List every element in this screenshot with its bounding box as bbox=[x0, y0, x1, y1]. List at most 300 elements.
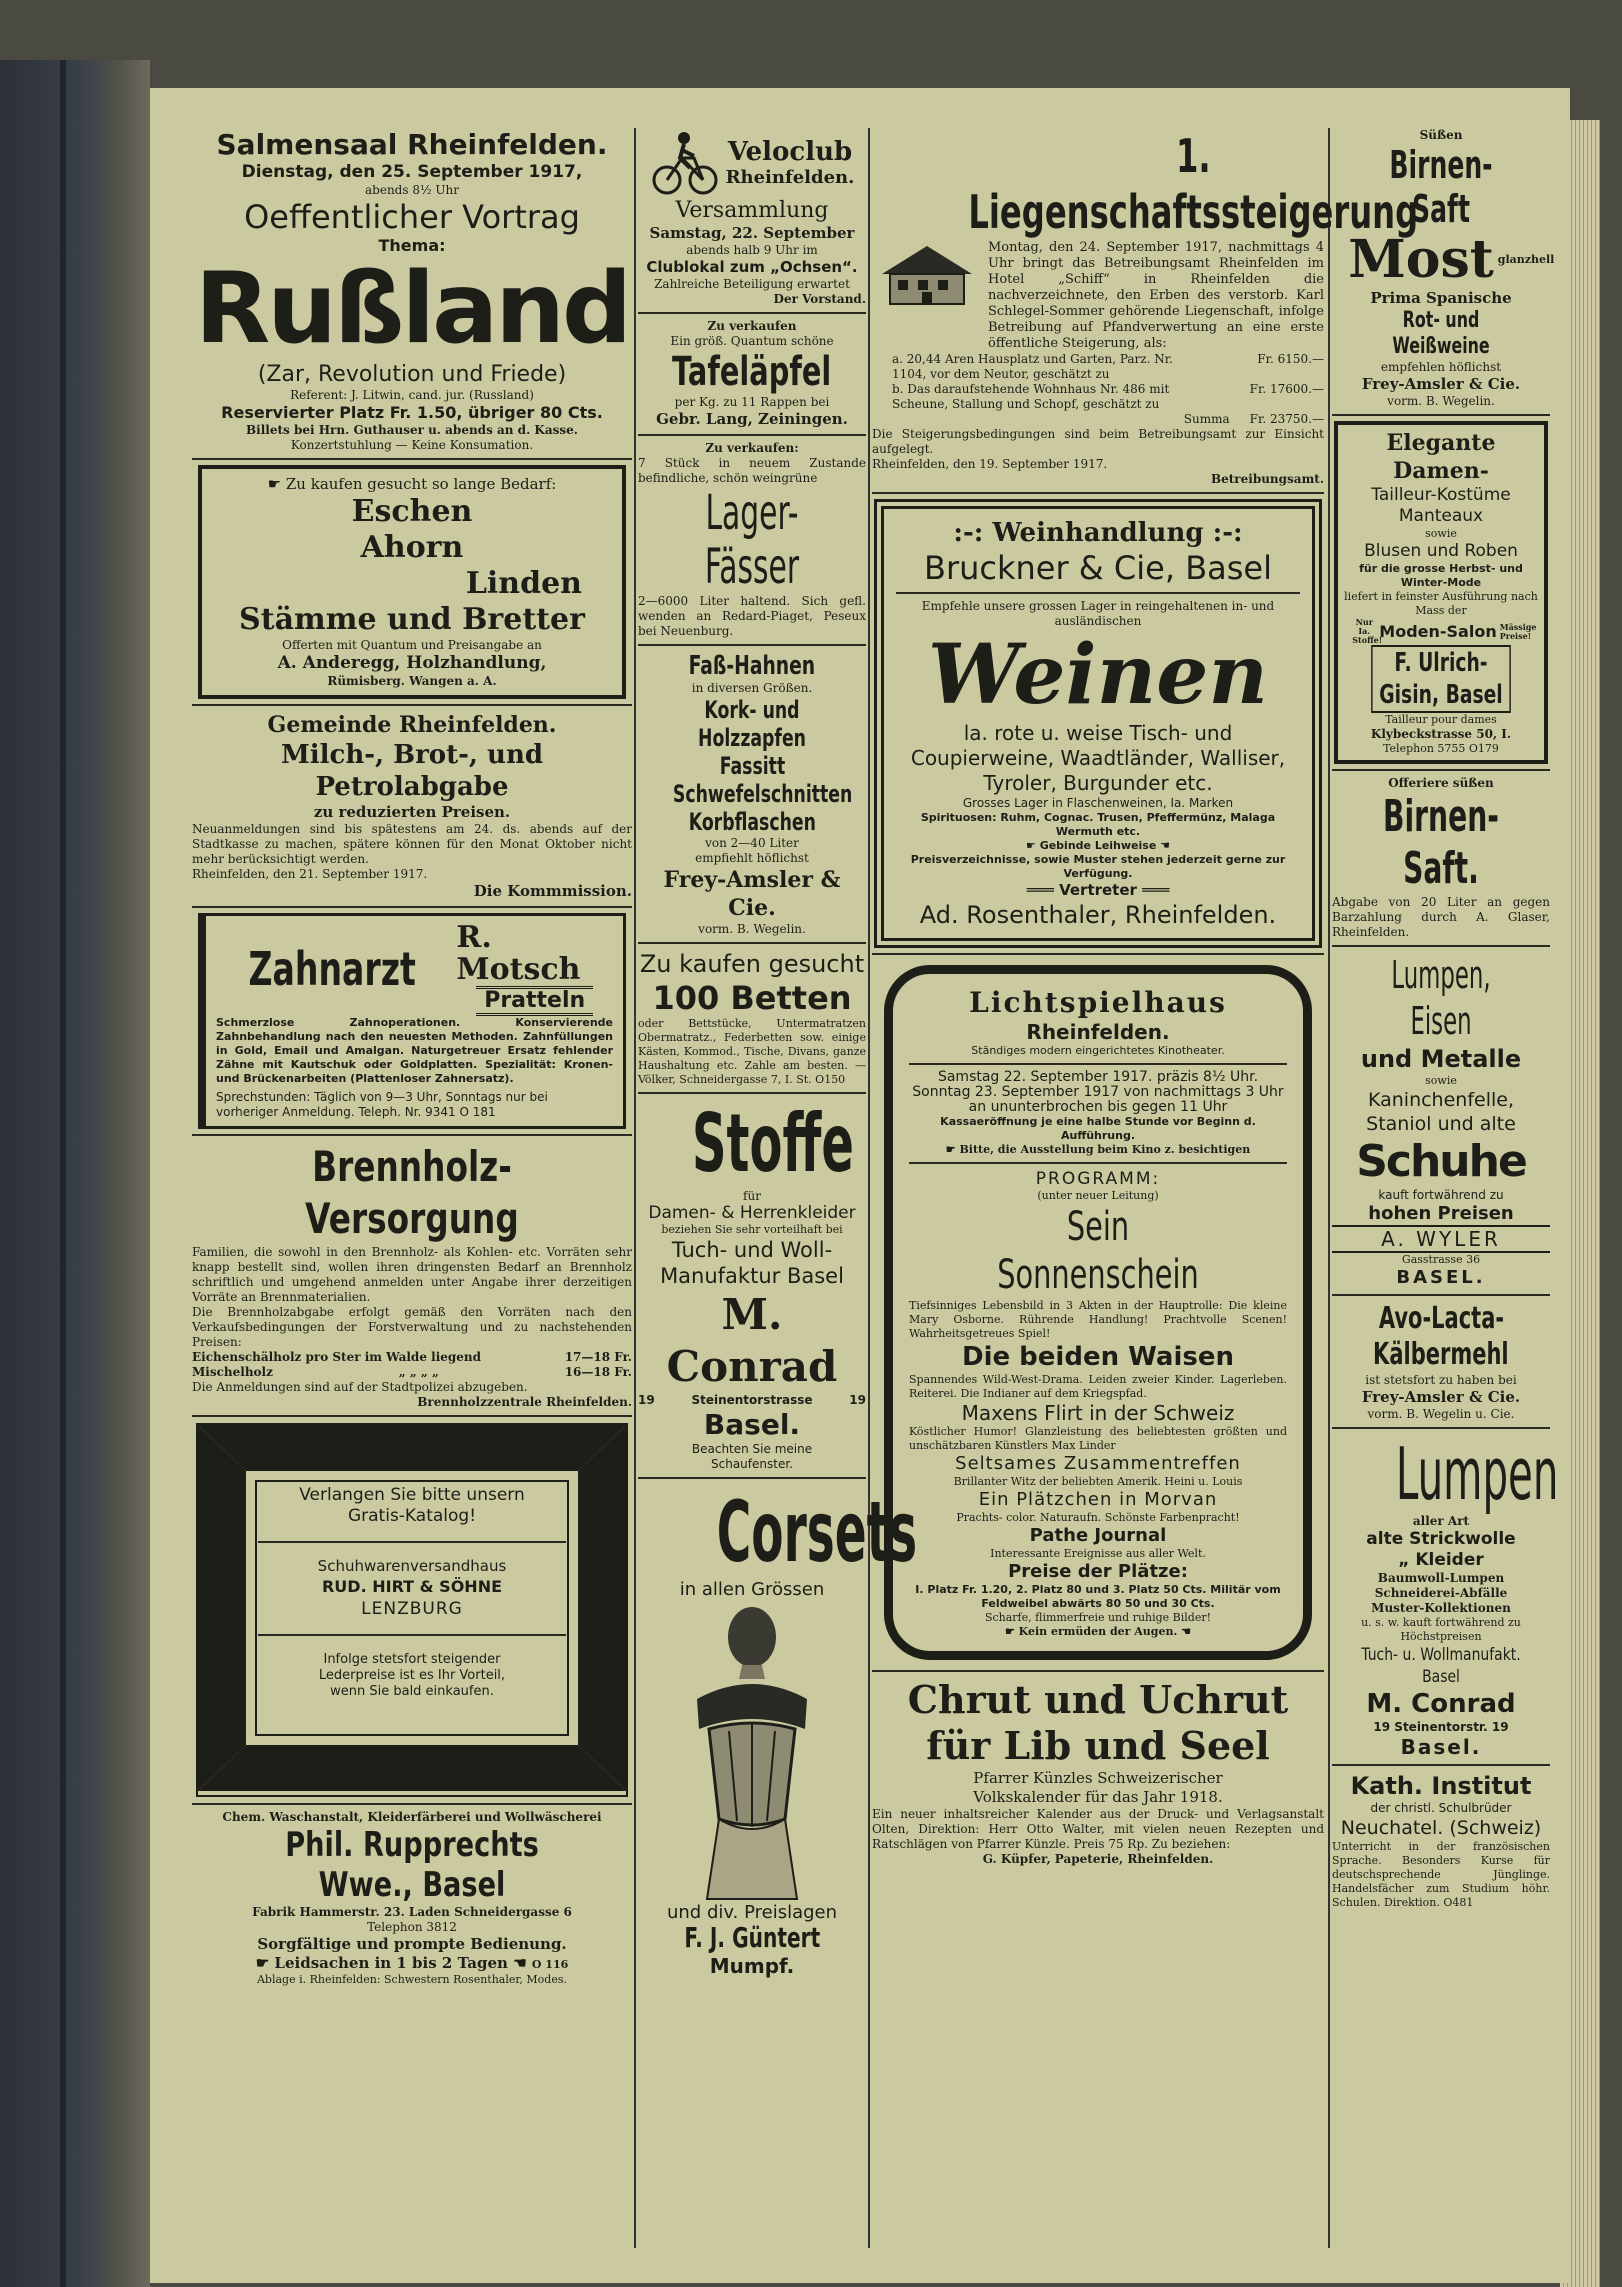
wascherei-addr: Fabrik Hammerstr. 23. Laden Schneidergasse 6 bbox=[252, 1905, 572, 1919]
stoffe-note2: Schaufenster. bbox=[711, 1457, 793, 1471]
kino-sub: Ständiges modern eingerichtetes Kinotheater. bbox=[971, 1044, 1225, 1057]
gemeinde-date: Rheinfelden, den 21. September 1917. bbox=[192, 867, 428, 881]
wascherei-line3-row bbox=[192, 1954, 632, 1973]
birnen-most: Most bbox=[1348, 229, 1494, 290]
lumpen-sowie: sowie bbox=[1425, 1074, 1457, 1087]
velo-date: Samstag, 22. September bbox=[649, 224, 855, 242]
ad-weinhandlung bbox=[874, 499, 1322, 948]
wein-firm: Bruckner & Cie, Basel bbox=[923, 549, 1272, 587]
lumpen2-t2: alte Strickwolle bbox=[1366, 1529, 1516, 1549]
zahnarzt-place: Pratteln bbox=[476, 986, 593, 1016]
lumpen-t5: kauft fortwährend zu bbox=[1378, 1188, 1504, 1202]
brennholz-note: Die Anmeldungen sind auf der Stadtpolizei abzugeben. bbox=[192, 1380, 528, 1394]
kino-f1d: Tiefsinniges Lebensbild in 3 Akten in der Hauptrolle: Die kleine Mary Osborne. Rührende Handlung! Prachtvolle Scenen! Wahrheitsgetreues Spiel! bbox=[909, 1299, 1287, 1340]
item-desc: b. Das daraufstehende Wohnhaus Nr. 486 mit Scheune, Stallung und Schopf, geschätzt zu bbox=[892, 382, 1170, 411]
ad-fasshahnen bbox=[638, 651, 866, 937]
chrut-t2: für Lib und Seel bbox=[926, 1723, 1270, 1768]
avo-t1: Avo-Lacta- bbox=[1378, 1301, 1504, 1336]
damen-salon-row bbox=[1344, 618, 1538, 645]
divider bbox=[638, 434, 866, 436]
kino-prog: PROGRAMM: bbox=[1035, 1169, 1161, 1189]
lumpen2-name: M. Conrad bbox=[1366, 1689, 1516, 1719]
steigerung-body: Montag, den 24. September 1917, nachmittags 4 Uhr bringt das Betreibungsamt Rheinfelden im Hotel „Schiff“ in Rheinfelden die nachverzeichnete, den Erben des verstorb. Karl Schlegel-Sommer gehörende Liegenschaft, infolge Betreibung auf Pfandverwertung an eine erste öffentliche Steigerung, als: bbox=[988, 240, 1324, 351]
zahnarzt-name: R. Motsch bbox=[456, 920, 581, 987]
betten-head: Zu kaufen gesucht bbox=[639, 950, 865, 978]
wein-spirit: Spirituosen: Ruhm, Cognac. Trusen, Pfeffermünz, Malaga Wermuth etc. bbox=[920, 811, 1276, 838]
wascherei-line2: Sorgfältige und prompte Bedienung. bbox=[257, 1935, 567, 1953]
column-rule bbox=[868, 128, 870, 2248]
lumpen-name: A. WYLER bbox=[1332, 1225, 1550, 1253]
ad-lumpen-2 bbox=[1332, 1432, 1559, 1759]
aepfel-firm: Gebr. Lang, Zeiningen. bbox=[656, 410, 848, 428]
lumpen-addr: Gasstrasse 36 bbox=[1401, 1253, 1481, 1266]
fass-line1: in diversen Größen. bbox=[691, 681, 813, 695]
wein-vertreter: Vertreter bbox=[1059, 881, 1137, 899]
sum-label: Summa bbox=[1183, 412, 1230, 426]
item-value: Fr. 6150.— bbox=[1257, 352, 1324, 366]
divider bbox=[872, 953, 1324, 955]
divider bbox=[1332, 945, 1550, 947]
salmensaal-thema: Thema: bbox=[378, 236, 446, 255]
wascherei-name: Phil. Rupprechts Wwe., Basel bbox=[285, 1825, 539, 1905]
divider bbox=[192, 1803, 632, 1805]
lager-head: Zu verkaufen: bbox=[705, 441, 799, 455]
ad-birnensaft-2 bbox=[1332, 776, 1550, 940]
damen-t3: Manteaux bbox=[1398, 506, 1484, 526]
holz-item: Stämme und Bretter bbox=[239, 602, 585, 637]
wascherei-code: O 116 bbox=[531, 1958, 569, 1971]
ad-zahnarzt bbox=[198, 913, 626, 1129]
holz-item: Linden bbox=[465, 566, 582, 601]
birnen-small: Süßen bbox=[1419, 128, 1463, 142]
chrut-body: Ein neuer inhaltsreicher Kalender aus der Druck- und Verlagsanstalt Olten, Direktion: Herr Otto Walter, mit vielen neuen Rezepten und Ratschlägen von Pfarrer Künzle. Preis 75 Rp. Zu beziehen: bbox=[872, 1807, 1324, 1851]
brennholz-price-row bbox=[192, 1350, 632, 1365]
ad-wascherei bbox=[192, 1810, 632, 1987]
wein-head: :-: Weinhandlung :-: bbox=[953, 518, 1243, 548]
holz-item: Ahorn bbox=[360, 530, 464, 565]
birnen-big: Birnen-Saft bbox=[1389, 143, 1493, 231]
velo-call: Zahlreiche Beteiligung erwartet bbox=[654, 277, 850, 291]
kino-f2: Die beiden Waisen bbox=[962, 1342, 1234, 1372]
damen-t5: für die grosse Herbst- und Winter-Mode bbox=[1359, 562, 1523, 589]
salmensaal-topic: Rußland bbox=[194, 252, 630, 366]
divider bbox=[909, 1063, 1287, 1065]
corsets-big: Corsets bbox=[716, 1483, 918, 1581]
addr-number: 19 bbox=[638, 1393, 655, 1407]
kino-f3d: Köstlicher Humor! Glanzleistung des beliebtesten größten und unschätzbaren Künstlers Max Linder bbox=[909, 1425, 1287, 1452]
zahnarzt-namebox bbox=[456, 922, 613, 1016]
katalog-bot3: wenn Sie bald einkaufen. bbox=[330, 1684, 494, 1699]
kino-preised: I. Platz Fr. 1.20, 2. Platz 80 und 3. Platz 50 Cts. Militär vom Feldweibel abwärts 80 50 und 30 Cts. bbox=[915, 1583, 1281, 1610]
kino-f3: Maxens Flirt in der Schweiz bbox=[961, 1401, 1235, 1425]
pointing-hand-left-icon: ☚ bbox=[513, 1954, 527, 1972]
brennholz-price-row bbox=[192, 1365, 632, 1380]
wein-desc: la. rote u. weise Tisch- und Coupierweine, Waadtländer, Walliser, Tyroler, Burgunder etc. bbox=[910, 721, 1286, 795]
divider bbox=[192, 906, 632, 908]
brennholz-body2: Die Brennholzabgabe erfolgt gemäß den Vorräten nach den Verkaufsbedingungen der Forstverwaltung und zu nachstehenden Preisen: bbox=[192, 1305, 632, 1349]
salmensaal-prices: Reservierter Platz Fr. 1.50, übriger 80 Cts. bbox=[221, 403, 603, 422]
corset-figure-icon bbox=[677, 1599, 827, 1899]
zahnarzt-title: Zahnarzt bbox=[248, 942, 416, 996]
birnen-firm: Frey-Amsler & Cie. bbox=[1361, 375, 1521, 393]
chrut-t1: Chrut und Uchrut bbox=[907, 1677, 1289, 1722]
kath-body: Unterricht in der französischen Sprache. Besonders Kurse für deutschsprechende Jünglinge. Handelsfächer zum Studium höhr. Schulen. Direktion. O481 bbox=[1332, 1840, 1550, 1909]
kino-f5: Ein Plätzchen in Morvan bbox=[978, 1489, 1218, 1510]
divider bbox=[192, 1134, 632, 1136]
holz-firm: A. Anderegg, Holzhandlung, bbox=[277, 653, 547, 673]
pointing-hand-icon: ☛ bbox=[267, 475, 282, 493]
katalog-top1: Verlangen Sie bitte unsern bbox=[299, 1485, 525, 1505]
stoffe-fuer: für bbox=[743, 1189, 761, 1203]
avo-t2: Kälbermehl bbox=[1373, 1337, 1509, 1372]
stoffe-note1: Beachten Sie meine bbox=[691, 1442, 813, 1456]
ditto-marks: „ „ „ „ bbox=[398, 1365, 439, 1379]
betten-body: oder Bettstücke, Untermatratzen Obermatratz., Federbetten sow. einige Kästen, Kommod., Tische, Divans, ganze Haushaltung etc. Zahle am besten. — Völker, Schneidergasse 7, I. St. O150 bbox=[638, 1017, 866, 1086]
kino-f4: Seltsames Zusammentreffen bbox=[955, 1453, 1241, 1474]
divider bbox=[638, 942, 866, 944]
steigerung-title: 1. Liegenschaftssteigerung bbox=[968, 129, 1419, 239]
steigerung-cond: Die Steigerungsbedingungen sind beim Betreibungsamt zur Einsicht aufgelegt. bbox=[872, 427, 1324, 456]
divider bbox=[192, 704, 632, 706]
holz-intro-text: Zu kaufen gesucht so lange Bedarf: bbox=[285, 475, 557, 493]
avo-firm: Frey-Amsler & Cie. bbox=[1361, 1388, 1521, 1406]
addr-number: 19 bbox=[849, 1393, 866, 1407]
lumpen2-big: Lumpen bbox=[1395, 1432, 1559, 1516]
lumpen2-firm: Tuch- u. Wollmanufakt. Basel bbox=[1361, 1645, 1521, 1687]
ad-damen bbox=[1334, 421, 1548, 764]
birnen-vorm: vorm. B. Wegelin. bbox=[1387, 394, 1495, 408]
kino-end2-row bbox=[909, 1625, 1287, 1639]
lumpen-t1: Lumpen, Eisen bbox=[1391, 953, 1491, 1043]
salmensaal-event: Oeffentlicher Vortrag bbox=[244, 198, 580, 236]
divider bbox=[1332, 414, 1550, 416]
item-desc: a. 20,44 Aren Hausplatz und Garten, Parz. Nr. 1104, vor dem Neutor, geschätzt zu bbox=[892, 352, 1173, 381]
kino-preise: Preise der Plätze: bbox=[1008, 1561, 1188, 1582]
ad-katalog bbox=[196, 1423, 628, 1797]
corsets-line2: und div. Preislagen bbox=[666, 1902, 838, 1923]
holz-item: Eschen bbox=[351, 494, 473, 529]
fass-big5: Korbflaschen bbox=[688, 808, 816, 836]
damen-name: F. Ulrich-Gisin, Basel bbox=[1371, 645, 1511, 713]
betten-big: 100 Betten bbox=[652, 979, 852, 1017]
fass-line3: empfiehlt höflichst bbox=[695, 851, 809, 865]
divider bbox=[638, 312, 866, 314]
lumpen2-t5: Schneiderei-Abfälle bbox=[1374, 1586, 1508, 1600]
stoffe-firm1: Tuch- und Woll- bbox=[671, 1238, 833, 1262]
spine-edge bbox=[60, 60, 66, 2287]
damen-tel: Telephon 5755 O179 bbox=[1383, 742, 1499, 755]
birnen-glanz: glanzhell bbox=[1497, 253, 1555, 266]
avo-vorm: vorm. B. Wegelin u. Cie. bbox=[1367, 1407, 1515, 1421]
lumpen2-t4: Baumwoll-Lumpen bbox=[1377, 1571, 1505, 1585]
damen-salon: Moden-Salon bbox=[1379, 622, 1497, 641]
corsets-firm: F. J. Güntert bbox=[684, 1921, 820, 1954]
kino-place: Rheinfelden. bbox=[1026, 1020, 1170, 1044]
salmensaal-referent: Referent: J. Litwin, cand. jur. (Russland) bbox=[290, 388, 534, 402]
corsets-place: Mumpf. bbox=[709, 1954, 795, 1978]
damen-t4: Blusen und Roben bbox=[1364, 541, 1518, 561]
birnen2-head: Offeriere süßen bbox=[1388, 776, 1494, 790]
ad-aepfel bbox=[638, 319, 866, 429]
lumpen-t2: und Metalle bbox=[1360, 1045, 1522, 1073]
aepfel-head: Zu verkaufen bbox=[707, 319, 797, 333]
lumpen2-t3: „ Kleider bbox=[1398, 1550, 1484, 1570]
wein-gebinde-row bbox=[896, 839, 1300, 853]
divider bbox=[1332, 1764, 1550, 1766]
lumpen-big: Schuhe bbox=[1356, 1136, 1526, 1187]
holz-offer: Offerten mit Quantum und Preisangabe an bbox=[282, 638, 542, 652]
velo-event: Versammlung bbox=[675, 198, 829, 223]
holz-intro bbox=[212, 475, 612, 494]
salmensaal-billets: Billets bei Hrn. Guthauser u. abends an d. Kasse. bbox=[246, 423, 578, 437]
velo-title1: Veloclub bbox=[727, 137, 853, 167]
steigerung-sig: Betreibungsamt. bbox=[1210, 472, 1324, 486]
addr-street: Steinentorstrasse bbox=[691, 1393, 813, 1407]
kino-f6: Pathe Journal bbox=[1029, 1525, 1167, 1546]
stoffe-big: Stoffe bbox=[691, 1097, 854, 1190]
stoffe-line: Damen- & Herrenkleider bbox=[648, 1203, 856, 1223]
kino-f1: Sein Sonnenschein bbox=[997, 1204, 1199, 1298]
katalog-top2: Gratis-Katalog! bbox=[347, 1506, 477, 1526]
stoffe-addr-row bbox=[638, 1393, 866, 1408]
steigerung-item-b bbox=[872, 382, 1324, 412]
wein-preis: Preisverzeichnisse, sowie Muster stehen jederzeit gerne zur Verfügung. bbox=[910, 853, 1286, 880]
kino-d3: Kassaeröffnung je eine halbe Stunde vor Beginn d. Aufführung. bbox=[940, 1115, 1256, 1142]
katalog-firm2: RUD. HIRT & SÖHNE bbox=[321, 1577, 503, 1596]
lumpen-city: BASEL. bbox=[1396, 1267, 1486, 1288]
wein-big: Weinen bbox=[927, 627, 1269, 723]
divider bbox=[872, 1670, 1324, 1672]
damen-nur: Nur Ia. Stoffe! bbox=[1352, 617, 1383, 645]
wein-line: Empfehle unsere grossen Lager in reingehaltenen in- und ausländischen bbox=[921, 599, 1275, 628]
birnen-rot: Rot- und Weißweine bbox=[1392, 308, 1490, 359]
gemeinde-title: Gemeinde Rheinfelden. bbox=[267, 712, 557, 738]
ad-holz bbox=[198, 465, 626, 699]
price-value: 17—18 Fr. bbox=[564, 1350, 632, 1364]
corsets-line: in allen Grössen bbox=[679, 1579, 825, 1600]
fass-line2: von 2—40 Liter bbox=[705, 836, 799, 850]
divider bbox=[192, 458, 632, 460]
kino-d2: Sonntag 23. September 1917 von nachmittags 3 Uhr an ununterbrochen bis gegen 11 Uhr bbox=[912, 1084, 1284, 1115]
damen-t6: liefert in feinster Ausführung nach Mass der bbox=[1344, 590, 1538, 617]
gemeinde-headline: Milch-, Brot-, und Petrolabgabe bbox=[280, 740, 544, 802]
avo-t3: ist stetsfort zu haben bei bbox=[1365, 1373, 1517, 1387]
wein-name: Ad. Rosenthaler, Rheinfelden. bbox=[919, 901, 1277, 929]
lager-line: 7 Stück in neuem Zustande befindliche, schön weingrüne bbox=[638, 456, 866, 485]
wascherei-line3: Leidsachen in 1 bis 2 Tagen bbox=[274, 1954, 508, 1972]
lager-big: Lager-Fässer bbox=[704, 485, 800, 595]
ad-veloclub bbox=[638, 128, 866, 307]
fass-firm: Frey-Amsler & Cie. bbox=[663, 867, 841, 921]
salmensaal-title: Salmensaal Rheinfelden. bbox=[216, 128, 608, 161]
column-2 bbox=[638, 128, 918, 2248]
kino-end2: Kein ermüden der Augen. bbox=[1018, 1625, 1178, 1638]
pointing-hand-icon: ☛ bbox=[1025, 839, 1036, 852]
bicycle-rider-icon bbox=[650, 128, 720, 198]
ad-brennholz bbox=[192, 1141, 632, 1410]
ad-lichtspielhaus bbox=[884, 965, 1312, 1660]
fass-big4: Schwefelschnitten bbox=[672, 780, 853, 808]
wascherei-line4: Ablage i. Rheinfelden: Schwestern Rosenthaler, Modes. bbox=[256, 1973, 567, 1986]
divider bbox=[258, 1541, 566, 1543]
damen-tail: Tailleur pour dames bbox=[1385, 713, 1497, 726]
column-1 bbox=[192, 128, 632, 2248]
salmensaal-sub: (Zar, Revolution und Friede) bbox=[257, 362, 567, 387]
ad-avolacta bbox=[1332, 1301, 1550, 1422]
ad-kath-institut bbox=[1332, 1771, 1550, 1910]
lager-size: 2—6000 Liter haltend. Sich gefl. wenden an Redard-Piaget, Peseux bei Neuenburg. bbox=[638, 594, 866, 638]
divider bbox=[192, 1415, 632, 1417]
kino-progsub: (unter neuer Leitung) bbox=[1037, 1189, 1159, 1202]
katalog-firm1: Schuhwarenversandhaus bbox=[317, 1557, 507, 1575]
salmensaal-time: abends 8½ Uhr bbox=[365, 183, 459, 197]
velo-time: abends halb 9 Uhr im bbox=[686, 243, 818, 257]
divider bbox=[638, 1092, 866, 1094]
fass-vorm: vorm. B. Wegelin. bbox=[698, 922, 806, 936]
ad-corsets bbox=[638, 1483, 918, 1978]
damen-t1: Elegante Damen- bbox=[1386, 430, 1496, 484]
stoffe-small: beziehen Sie sehr vorteilhaft bei bbox=[661, 1223, 843, 1236]
zahnarzt-body: Schmerzlose Zahnoperationen. Konservierende Zahnbehandlung nach den neuesten Methoden. Zahnfüllungen in Gold, Email und Amalgan. Naturgetreuer Ersatz fehlender Zähne mit Kautschuk oder Goldplatten. Spezialität: Kronen- und Brückenarbeiten (Plattenloser Zahnersatz). bbox=[216, 1016, 613, 1085]
damen-massig: Mässige Preise! bbox=[1499, 621, 1537, 641]
kino-title: Lichtspielhaus bbox=[969, 986, 1227, 1019]
ad-salmensaal bbox=[192, 128, 632, 453]
zahnarzt-header bbox=[216, 922, 613, 1016]
steigerung-sum-row bbox=[872, 412, 1324, 427]
pointing-hand-icon: ☛ bbox=[1004, 1625, 1015, 1638]
kino-f5d: Prachts- color. Naturaufn. Schönste Farbenpracht! bbox=[956, 1511, 1240, 1524]
kino-d4: Bitte, die Ausstellung beim Kino z. besichtigen bbox=[959, 1143, 1251, 1156]
damen-addr: Klybeckstrasse 50, I. bbox=[1370, 727, 1512, 741]
wein-gebinde: Gebinde Leihweise bbox=[1039, 839, 1157, 852]
lumpen-t6: hohen Preisen bbox=[1368, 1203, 1514, 1224]
kath-t2: der christl. Schulbrüder bbox=[1370, 1801, 1512, 1815]
fass-big2: Kork- und Holzzapfen bbox=[698, 696, 806, 752]
stoffe-name: M. Conrad bbox=[666, 1290, 838, 1391]
salmensaal-konzert: Konzertstuhlung — Keine Konsumation. bbox=[290, 438, 534, 452]
brennholz-body: Familien, die sowohl in den Brennholz- als Kohlen- etc. Vorräten sehr knapp bestellt sind, wollen ihren dringensten Bedarf an Brennholz schriftlich und umgehend anmelden unter Angabe ihrer derzeitigen Vorräte an Brennmaterialien. bbox=[192, 1245, 632, 1304]
wein-vertreter-row: ═══ Vertreter ═══ bbox=[1026, 881, 1170, 899]
gemeinde-sig: Die Kommmission. bbox=[473, 882, 632, 900]
book-spine bbox=[0, 60, 150, 2287]
divider bbox=[638, 644, 866, 646]
birnen2-big: Birnen-Saft. bbox=[1383, 791, 1499, 894]
ad-chrut bbox=[872, 1677, 1324, 1867]
lumpen-t3: Kaninchenfelle, bbox=[1367, 1089, 1515, 1111]
birnen-empf: empfehlen höflichst bbox=[1380, 360, 1502, 374]
birnen-prima: Prima Spanische bbox=[1370, 289, 1512, 307]
aepfel-line: Ein größ. Quantum schöne bbox=[670, 334, 834, 348]
kath-t1: Kath. Institut bbox=[1350, 1772, 1532, 1800]
newspaper-page bbox=[150, 88, 1570, 2283]
fass-big3: Fassitt bbox=[719, 752, 785, 780]
ad-birnensaft bbox=[1332, 128, 1555, 409]
price-label: Mischelholz bbox=[192, 1365, 273, 1379]
brennholz-title: Brennholz-Versorgung bbox=[305, 1142, 519, 1243]
wascherei-tel: Telephon 3812 bbox=[367, 1920, 457, 1934]
sum-value: Fr. 23750.— bbox=[1249, 412, 1324, 426]
kath-t3: Neuchatel. (Schweiz) bbox=[1340, 1817, 1542, 1839]
kino-f6d: Interessante Ereignisse aus aller Welt. bbox=[990, 1547, 1206, 1560]
damen-sowie: sowie bbox=[1425, 527, 1457, 540]
steigerung-date: Rheinfelden, den 19. September 1917. bbox=[872, 457, 1108, 471]
kino-d1: Samstag 22. September 1917. präzis 8½ Uhr. bbox=[937, 1069, 1259, 1085]
chrut-sig: G. Küpfer, Papeterie, Rheinfelden. bbox=[982, 1852, 1214, 1866]
chrut-line1: Pfarrer Künzles Schweizerischer bbox=[973, 1769, 1223, 1787]
gemeinde-sub: zu reduzierten Preisen. bbox=[313, 803, 511, 821]
lumpen2-addr: 19 Steinentorstr. 19 bbox=[1373, 1720, 1509, 1734]
pointing-hand-left-icon: ☚ bbox=[1160, 839, 1171, 852]
aepfel-big: Tafeläpfel bbox=[672, 349, 832, 395]
column-4 bbox=[1332, 128, 1559, 2248]
item-value: Fr. 17600.— bbox=[1249, 382, 1324, 396]
holz-place: Rümisberg. Wangen a. A. bbox=[327, 674, 497, 688]
divider bbox=[638, 1477, 866, 1479]
birnen-most-row bbox=[1332, 229, 1555, 290]
salmensaal-date: Dienstag, den 25. September 1917, bbox=[241, 162, 583, 182]
velo-sig: Der Vorstand. bbox=[773, 292, 866, 306]
ad-gemeinde bbox=[192, 711, 632, 901]
katalog-bot2: Lederpreise ist es Ihr Vorteil, bbox=[318, 1668, 506, 1683]
lumpen-t4: Staniol und alte bbox=[1366, 1113, 1516, 1135]
fass-big1: Faß-Hahnen bbox=[688, 651, 816, 681]
wein-lager: Grosses Lager in Flaschenweinen, Ia. Marken bbox=[962, 796, 1234, 810]
column-rule bbox=[634, 128, 636, 2248]
price-value: 16—18 Fr. bbox=[564, 1365, 632, 1379]
velo-header bbox=[638, 128, 866, 198]
stoffe-city: Basel. bbox=[703, 1408, 801, 1441]
ad-stoffe bbox=[638, 1099, 866, 1472]
gemeinde-body: Neuanmeldungen sind bis spätestens am 24. ds. abends auf der Stadtkasse zu machen, spätere können für den Monat Oktober nicht mehr berücksichtigt werden. bbox=[192, 822, 632, 866]
divider bbox=[1332, 1294, 1550, 1296]
column-rule bbox=[1328, 128, 1330, 2248]
steigerung-body-row bbox=[872, 240, 1324, 352]
velo-titles bbox=[726, 137, 855, 189]
kino-d4-row bbox=[909, 1143, 1287, 1157]
lumpen2-city: Basel. bbox=[1400, 1735, 1482, 1759]
divider bbox=[872, 492, 1324, 494]
ad-steigerung bbox=[872, 128, 1419, 487]
katalog-text bbox=[258, 1485, 566, 1700]
kino-f2d: Spannendes Wild-West-Drama. Leiden zweier Kinder. Lagerleben. Reiterei. Die Indianer auf dem Kriegspfad. bbox=[909, 1373, 1287, 1400]
kino-f4d: Brillanter Witz der beliebten Amerik. Heini u. Louis bbox=[953, 1475, 1243, 1488]
price-label: Eichenschälholz pro Ster im Walde liegend bbox=[192, 1350, 482, 1364]
katalog-firm3: LENZBURG bbox=[361, 1599, 463, 1619]
divider bbox=[1332, 769, 1550, 771]
ad-lumpen bbox=[1332, 952, 1550, 1289]
divider bbox=[258, 1634, 566, 1636]
divider bbox=[896, 592, 1300, 594]
katalog-bot1: Infolge stetsfort steigender bbox=[323, 1652, 501, 1667]
zahnarzt-hours: Sprechstunden: Täglich von 9—3 Uhr, Sonntags nur bei vorheriger Anmeldung. Teleph. Nr. 9341 O 181 bbox=[216, 1090, 548, 1119]
kino-end1: Scharfe, flimmerfreie und ruhige Bilder! bbox=[984, 1611, 1212, 1624]
velo-place: Clublokal zum „Ochsen“. bbox=[646, 258, 858, 276]
chrut-line2: Volkskalender für das Jahr 1918. bbox=[973, 1788, 1223, 1806]
ad-lagerfaesser bbox=[638, 441, 866, 639]
divider bbox=[909, 1162, 1287, 1164]
divider bbox=[1332, 1427, 1550, 1429]
wascherei-line1: Chem. Waschanstalt, Kleiderfärberei und Wollwäscherei bbox=[222, 1810, 602, 1824]
house-icon bbox=[872, 240, 982, 306]
lumpen2-t1: aller Art bbox=[1412, 1514, 1470, 1528]
velo-title2: Rheinfelden. bbox=[725, 167, 855, 188]
ad-betten bbox=[638, 949, 866, 1087]
pointing-hand-left-icon: ☚ bbox=[1181, 1625, 1192, 1638]
pointing-hand-icon: ☛ bbox=[945, 1143, 956, 1156]
birnen2-body: Abgabe von 20 Liter an gegen Barzahlung durch A. Glaser, Rheinfelden. bbox=[1332, 895, 1550, 939]
lumpen2-t6: Muster-Kollektionen bbox=[1371, 1601, 1511, 1615]
damen-t2: Tailleur-Kostüme bbox=[1371, 485, 1511, 505]
